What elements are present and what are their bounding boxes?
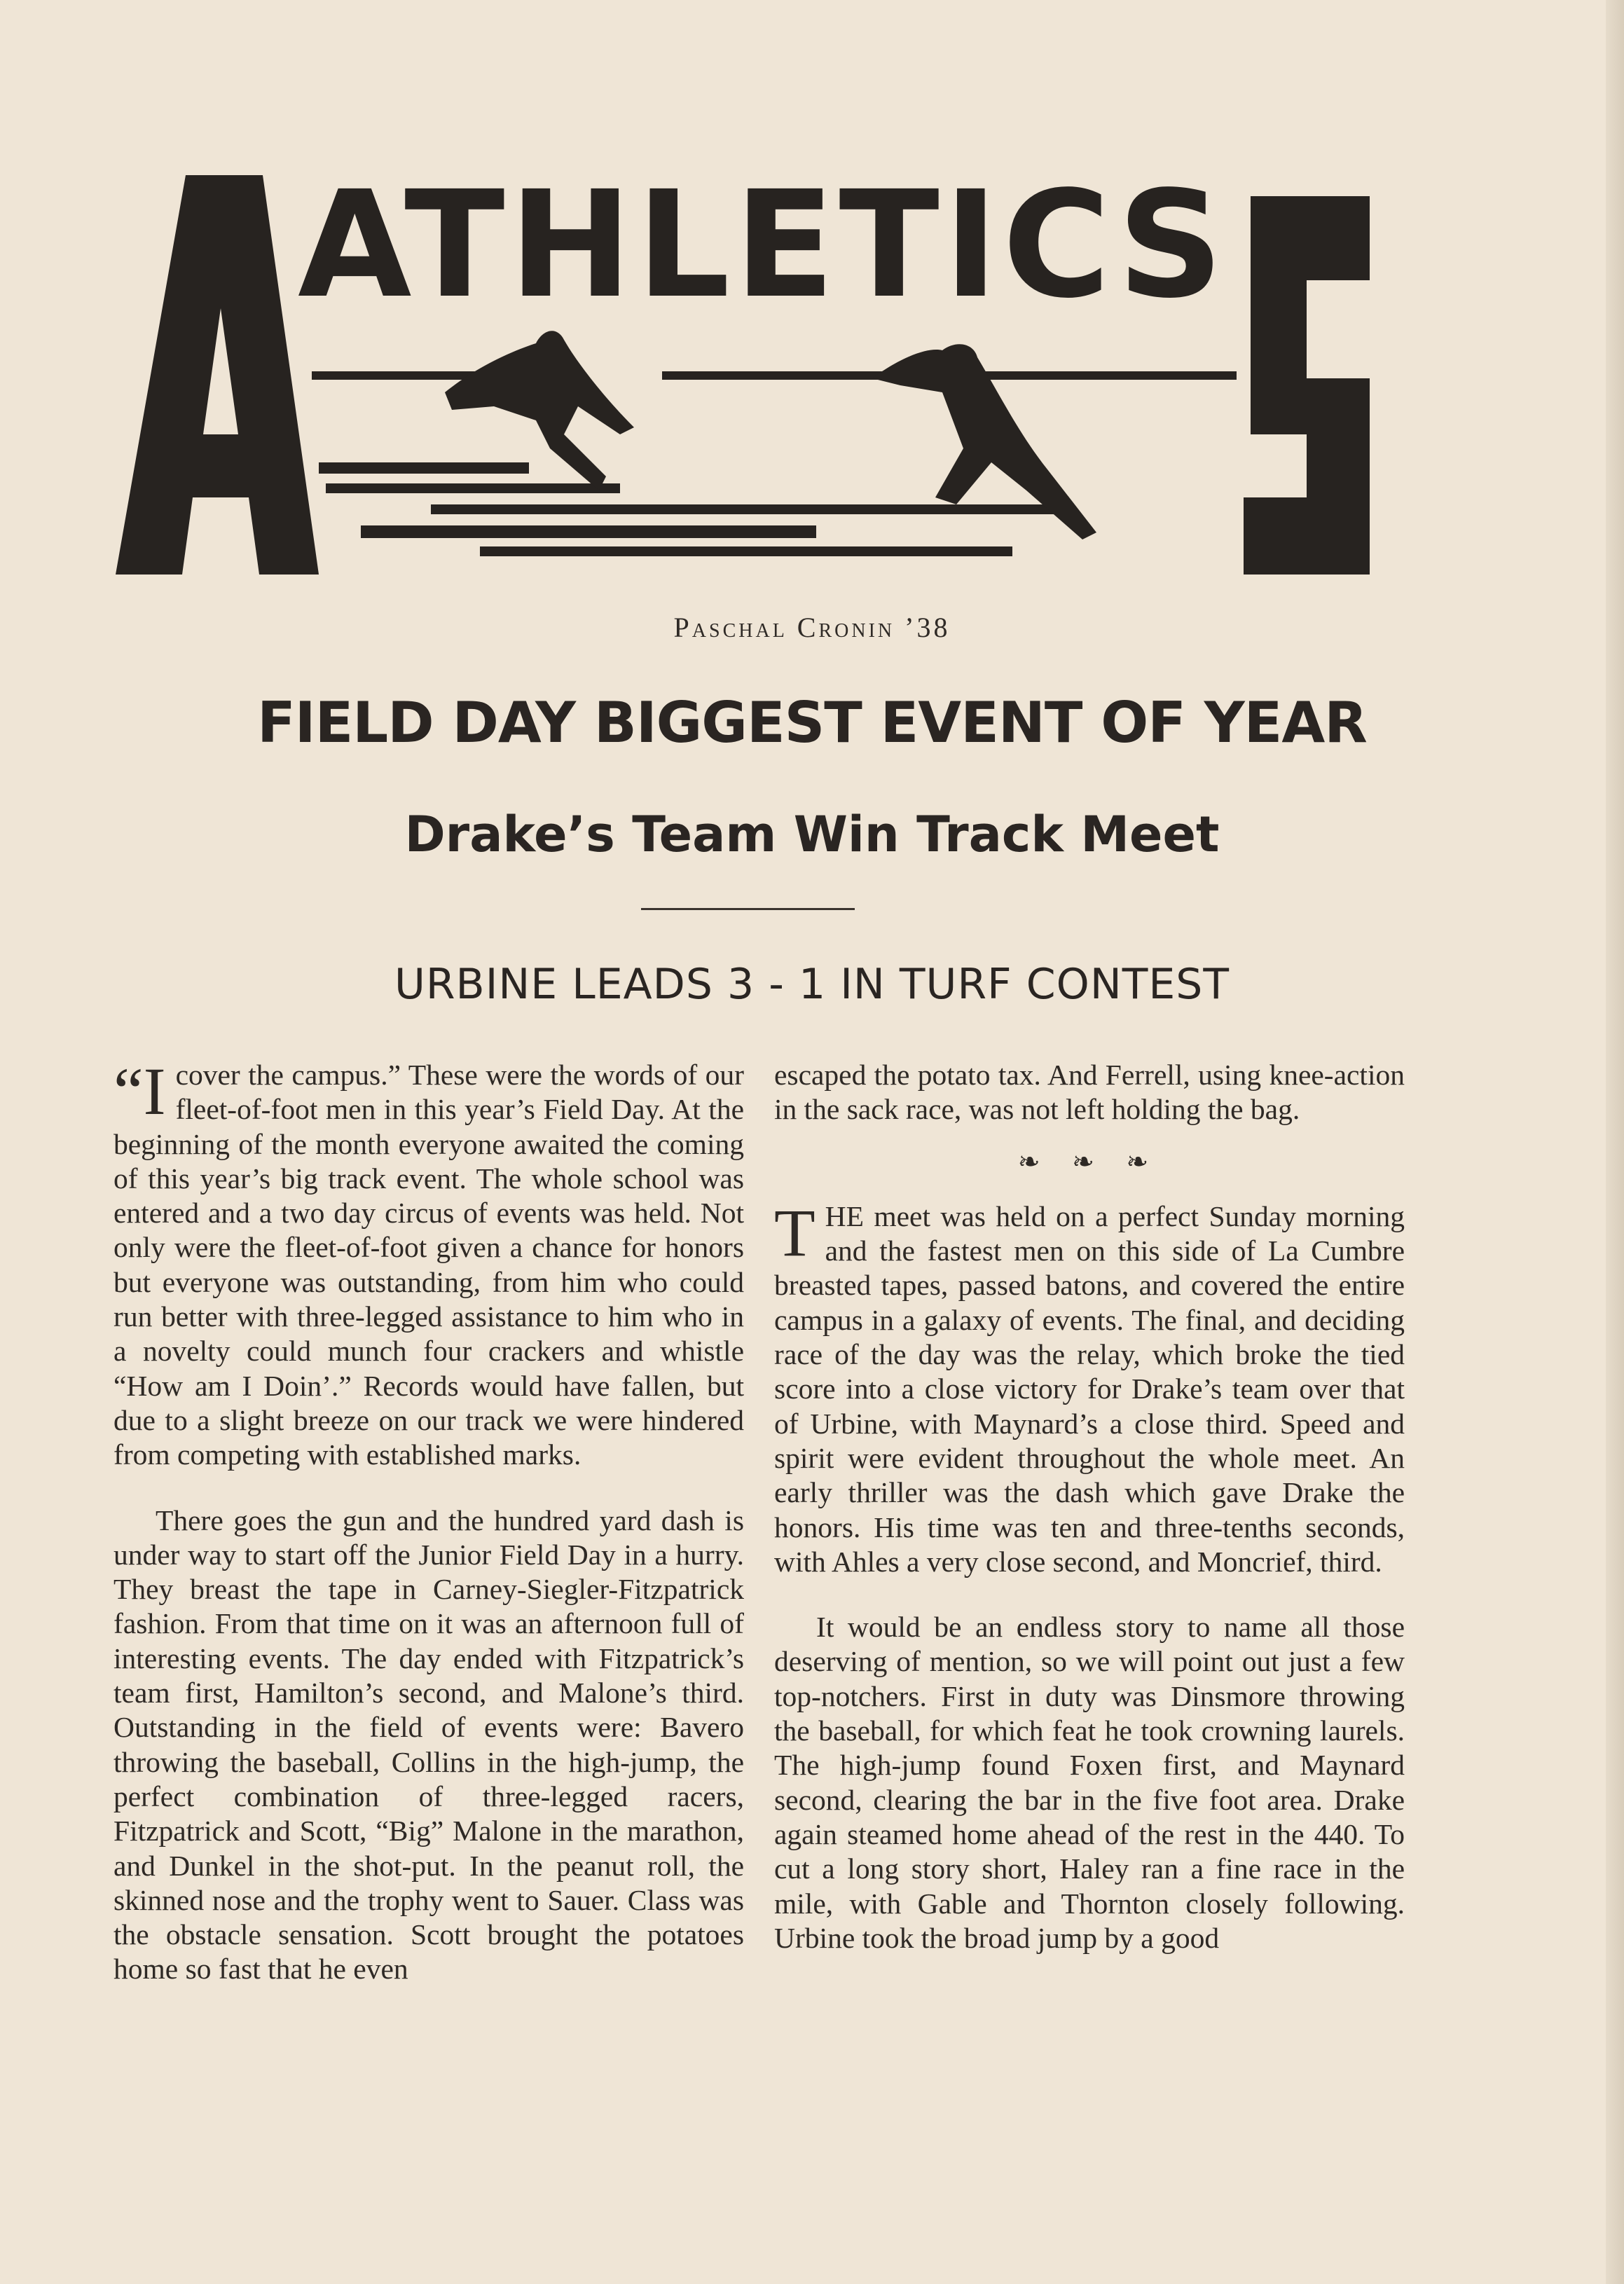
- ornament-divider: ❧ ❧ ❧: [1017, 1147, 1162, 1177]
- paragraph: There goes the gun and the hundred yard dash is under way to start off the Junior Field Day in a hurry. They breast the tape in Carney-Siegler-Fitzpatrick fashion. From that time on it was an afternoon full of interesting events. The day ended with Fitzpatrick’s team first, Hamilton’s second, and Malone’s third. Outstanding in the field of events were: Bavero throwing the baseball, Collins in the high-jump, the perfect combination of three-legged racers, Fitzpatrick and Scott, “Big” Malone in the marathon, and Dunkel in the shot-put. In the peanut roll, the skinned nose and the trophy went to Sauer. Class was the obstacle sensation. Scott brought the potatoes home so fast that he even: [113, 1504, 744, 1986]
- paragraph: It would be an endless story to name all those deserving of mention, so we will point out just a few top-notchers. First in duty was Dinsmore throwing the baseball, for which feat he took crowning laurels. The high-jump found Foxen first, and Maynard second, clearing the bar in the five foot area. Drake again steamed home ahead of the rest in the 440. To cut a long story short, Haley ran a fine race in the mile, with Gable and Thornton closely following. Urbine took the broad jump by a good: [774, 1611, 1405, 1954]
- drop-cap: T: [774, 1195, 816, 1270]
- drop-cap: “I: [113, 1054, 166, 1129]
- paragraph: [113, 1054, 744, 1473]
- paragraph-text: cover the campus.” These were the words of our fleet-of-foot men in this year’s Field Day. At the beginning of the month everyone awaited the coming of this year’s big track event. The whole school was entered and a two day circus of events was held. Not only were the fleet-of-foot given a chance for honors but everyone was outstanding, from him who could run better with three-legged assistance to him who in a novelty could munch four crackers and whistle “How am I Doin’.” Records would have fallen, but due to a slight breeze on our track we were hindered from competing with established marks.: [113, 1059, 744, 1471]
- author-credit: Paschal Cronin ’38: [673, 612, 951, 643]
- left-column: [113, 1054, 744, 1987]
- divider-rule: [641, 908, 855, 910]
- paragraph: escaped the potato tax. And Ferrell, using knee-action in the sack race, was not left holding the bag.: [774, 1059, 1405, 1126]
- athletics-banner: [116, 159, 1377, 582]
- headline: FIELD DAY BIGGEST EVENT OF YEAR: [257, 690, 1367, 755]
- subheadline: Drake’s Team Win Track Meet: [404, 806, 1220, 863]
- page-edge: [1606, 0, 1624, 2284]
- paragraph: [774, 1195, 1405, 1579]
- banner-title: ATHLETICS: [298, 159, 1228, 331]
- right-column: [774, 1058, 1405, 1955]
- section-headline: URBINE LEADS 3 - 1 IN TURF CONTEST: [394, 960, 1230, 1009]
- paragraph-text: HE meet was held on a perfect Sunday morning and the fastest men on this side of La Cumbre breasted tapes, passed batons, and covered the entire campus in a galaxy of events. The final, and deciding race of the day was the relay, which broke the tied score into a close victory for Drake’s team over that of Urbine, with Maynard’s a close third. Speed and spirit were evident throughout the whole meet. An early thriller was the dash which gave Drake the honors. His time was ten and three-tenths seconds, with Ahles a very close second, and Moncrief, third.: [774, 1199, 1405, 1578]
